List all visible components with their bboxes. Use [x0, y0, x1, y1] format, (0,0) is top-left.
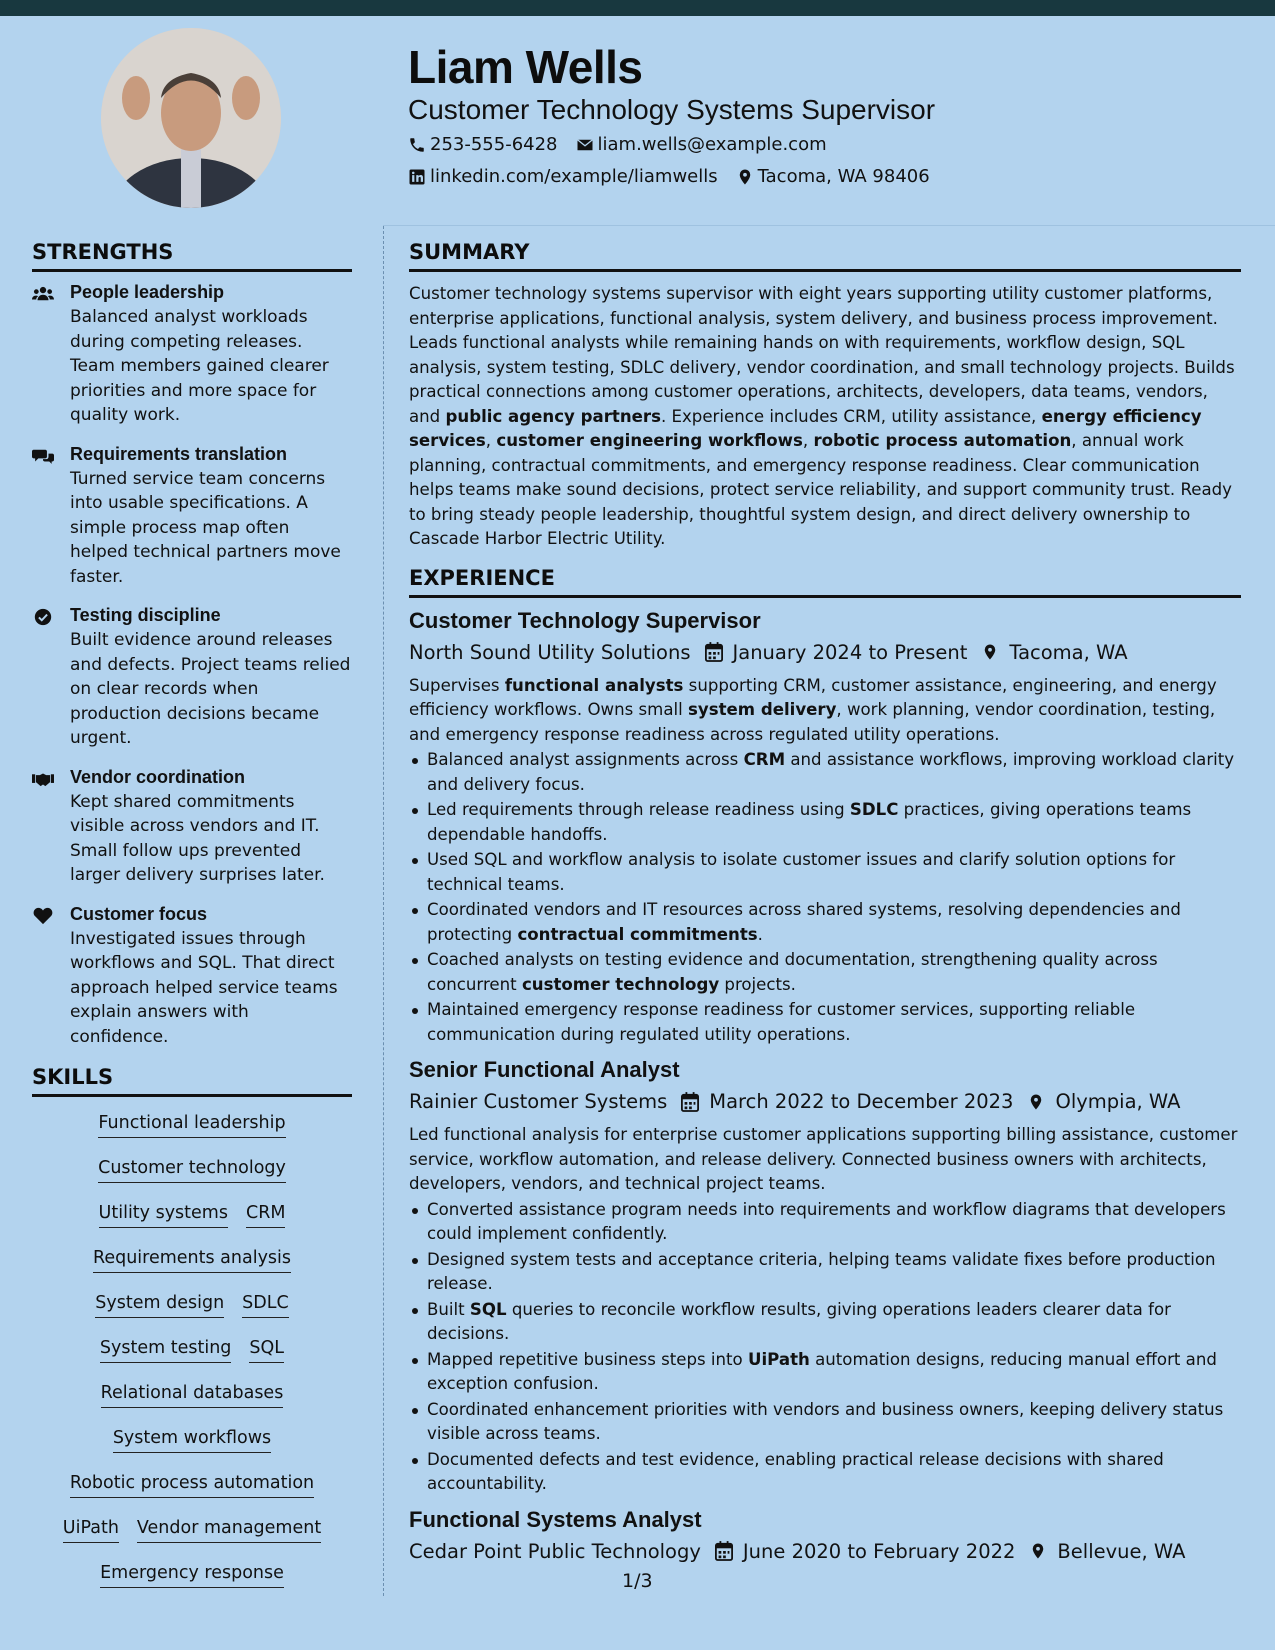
strength-desc: Kept shared commitments visible across vendors and IT. Small follow ups prevented larger delivery surprises later. — [70, 791, 325, 885]
job-title: Senior Functional Analyst — [409, 1057, 680, 1082]
strength-body — [70, 282, 352, 428]
job-location — [1027, 1090, 1180, 1113]
skill-tag: SDLC — [242, 1293, 289, 1318]
strength-item — [32, 904, 352, 1050]
calendar-icon — [705, 642, 723, 662]
bullet-item — [409, 1398, 1241, 1447]
skill-row — [32, 1152, 352, 1197]
candidate-title: Customer Technology Systems Supervisor — [408, 94, 936, 125]
strength-title: Vendor coordination — [70, 766, 246, 787]
skill-tag: CRM — [246, 1203, 285, 1228]
map-pin-icon — [1027, 1092, 1045, 1112]
bold-phrase: system delivery — [688, 700, 837, 719]
job-dates — [681, 1090, 1013, 1113]
job-meta — [409, 1540, 1241, 1563]
bold-phrase: public agency partners — [445, 406, 661, 426]
text-run: Coached analysts on testing evidence and documentation, strengthening quality across concurrent — [427, 950, 1158, 994]
bullet-item — [409, 1198, 1241, 1247]
summary-heading: SUMMARY — [409, 240, 1241, 272]
skills-heading: SKILLS — [32, 1065, 352, 1097]
text-run: . — [757, 924, 763, 944]
job-description — [409, 1123, 1241, 1197]
strength-body — [70, 904, 352, 1050]
text-run: Customer technology systems supervisor with eight years supporting utility customer platforms, enterprise applications, functional analysis, system delivery, and business process improvement. Leads functional analysts while remaining hands on with requirements, workflow design, SQL analysis, system testing, SDLC delivery, vendor coordination, and small technology projects. Builds practical connections among customer operations, architects, developers, data teams, vendors, and — [409, 284, 1235, 426]
contact-row-1 — [408, 134, 845, 155]
job-dates-text: March 2022 to December 2023 — [709, 1090, 1014, 1113]
skill-tag: Robotic process automation — [70, 1473, 314, 1498]
text-run: Led requirements through release readiness using — [427, 800, 850, 819]
left-column — [32, 240, 352, 1602]
skill-tag: Utility systems — [99, 1203, 228, 1228]
check-circle-icon — [32, 605, 70, 751]
job-bullets — [409, 748, 1241, 1047]
linkedin-icon — [408, 168, 426, 186]
bullet-item — [409, 1248, 1241, 1297]
column-divider — [383, 226, 384, 1596]
bold-phrase: SQL — [469, 1299, 507, 1319]
skill-tag: Relational databases — [101, 1383, 284, 1408]
job-dates — [705, 641, 968, 664]
skill-row — [32, 1467, 352, 1512]
skill-tag: System workflows — [113, 1428, 271, 1453]
bold-phrase: customer engineering workflows — [496, 431, 803, 450]
skill-row — [32, 1287, 352, 1332]
text-run: Mapped repetitive business steps into — [427, 1349, 748, 1369]
skill-row — [32, 1377, 352, 1422]
text-run: projects. — [719, 974, 796, 994]
page-number: 1/3 — [622, 1570, 653, 1592]
email[interactable] — [576, 134, 827, 155]
users-icon — [32, 282, 70, 428]
location-text: Tacoma, WA 98406 — [757, 166, 930, 187]
map-pin-icon — [981, 642, 999, 662]
text-run: automation designs, reducing manual effort and exception confusion. — [427, 1349, 1217, 1393]
skill-tag: Emergency response — [100, 1563, 284, 1588]
skill-row — [32, 1512, 352, 1557]
strength-desc: Balanced analyst workloads during competing releases. Team members gained clearer priorities and more space for quality work. — [70, 307, 329, 425]
skill-row — [32, 1422, 352, 1467]
text-run: Converted assistance program needs into requirements and workflow diagrams that developers could implement confidently. — [427, 1199, 1226, 1243]
heart-icon — [32, 904, 70, 1050]
job-description — [409, 674, 1241, 748]
location — [736, 166, 930, 187]
bullet-item — [409, 948, 1241, 997]
bold-phrase: customer technology — [521, 974, 720, 994]
candidate-name: Liam Wells — [408, 41, 643, 93]
skill-tag: Requirements analysis — [93, 1248, 291, 1273]
strength-title: Testing discipline — [70, 605, 221, 625]
skill-row — [32, 1107, 352, 1152]
skill-row — [32, 1557, 352, 1602]
skill-tag: SQL — [249, 1338, 284, 1363]
job-location-text: Tacoma, WA — [1009, 640, 1128, 664]
text-run: Documented defects and test evidence, enabling practical release decisions with shared accountability. — [427, 1449, 1164, 1493]
text-run: supporting CRM, customer assistance, engineering, and energy efficiency workflows. Owns small — [409, 675, 1217, 719]
right-column — [409, 240, 1241, 1573]
envelope-icon — [576, 136, 594, 154]
email-text: liam.wells@example.com — [597, 134, 827, 155]
text-run: Designed system tests and acceptance criteria, helping teams validate fixes before production release. — [427, 1249, 1216, 1293]
strength-title: Customer focus — [70, 903, 208, 924]
skill-tag: System design — [95, 1293, 224, 1318]
job-bullets — [409, 1198, 1241, 1497]
text-run: , — [802, 431, 814, 450]
skill-tag: System testing — [100, 1338, 232, 1363]
text-run: Coordinated enhancement priorities with vendors and business owners, keeping delivery status visible across teams. — [427, 1399, 1224, 1443]
experience-list — [409, 608, 1241, 1563]
strength-item — [32, 282, 352, 428]
map-pin-icon — [1029, 1541, 1047, 1561]
text-run: , annual work planning, contractual commitments, and emergency response readiness. Clear communication helps teams make sound decisions, protect service reliability, and support community trust. Ready to bring steady people leadership, thoughtful system design, and direct delivery ownership to Cascade Harbor Electric Utility. — [409, 431, 1232, 548]
bold-phrase: SDLC — [849, 800, 899, 819]
job-location — [1029, 1540, 1185, 1563]
skill-row — [32, 1197, 352, 1242]
job-entry — [409, 608, 1241, 1048]
bullet-item — [409, 748, 1241, 797]
top-bar — [0, 0, 1275, 16]
job-company: Rainier Customer Systems — [409, 1090, 668, 1113]
job-location-text: Bellevue, WA — [1057, 1539, 1186, 1563]
text-run: queries to reconcile workflow results, giving operations leaders clearer data for decisions. — [427, 1299, 1171, 1343]
text-run: Built — [427, 1299, 470, 1319]
strength-title: Requirements translation — [70, 443, 288, 464]
strengths-list — [32, 282, 352, 1049]
job-dates-text: January 2024 to Present — [732, 640, 968, 664]
bold-phrase: functional analysts — [504, 675, 684, 695]
job-dates — [715, 1540, 1016, 1563]
profile-photo — [101, 28, 281, 208]
job-entry — [409, 1057, 1241, 1497]
text-run: Maintained emergency response readiness for customer services, supporting reliable communication during regulated utility operations. — [427, 1000, 1136, 1044]
text-run: , — [485, 431, 497, 450]
text-run: and assistance workflows, improving workload clarity and delivery focus. — [427, 750, 1235, 794]
job-location — [981, 641, 1127, 664]
text-run: Led functional analysis for enterprise customer applications supporting billing assistance, customer service, workflow automation, and release delivery. Connected business owners with architects, developers, vendors, and technical project teams. — [409, 1125, 1238, 1193]
strength-desc: Built evidence around releases and defects. Project teams relied on clear records when production decisions became urgent. — [70, 630, 351, 748]
skill-tag: Vendor management — [137, 1518, 321, 1543]
skill-tag: UiPath — [63, 1518, 119, 1543]
linkedin[interactable] — [408, 166, 718, 187]
bullet-item — [409, 1348, 1241, 1397]
job-company: Cedar Point Public Technology — [409, 1539, 701, 1563]
text-run: Coordinated vendors and IT resources across shared systems, resolving dependencies and protecting — [427, 900, 1181, 944]
skill-row — [32, 1242, 352, 1287]
calendar-icon — [715, 1541, 733, 1561]
bullet-item — [409, 1298, 1241, 1347]
job-company: North Sound Utility Solutions — [409, 640, 691, 664]
strength-desc: Turned service team concerns into usable specifications. A simple process map often helped technical partners move faster. — [70, 468, 341, 587]
skill-tag: Customer technology — [98, 1158, 286, 1183]
job-location-text: Olympia, WA — [1055, 1090, 1181, 1113]
text-run: Supervises — [409, 675, 505, 695]
skills-list — [32, 1107, 352, 1602]
strength-title: People leadership — [70, 282, 225, 302]
bullet-item — [409, 898, 1241, 947]
skill-tag: Functional leadership — [98, 1113, 285, 1138]
bullet-item — [409, 798, 1241, 847]
job-title: Customer Technology Supervisor — [409, 607, 761, 633]
text-run: Used SQL and workflow analysis to isolate customer issues and clarify solution options for technical teams. — [427, 850, 1176, 894]
bullet-item — [409, 848, 1241, 897]
text-run: practices, giving operations teams dependable handoffs. — [427, 800, 1192, 844]
bullet-item — [409, 998, 1241, 1047]
summary-text — [409, 282, 1241, 552]
strength-item — [32, 767, 352, 888]
phone[interactable] — [408, 134, 558, 155]
job-entry — [409, 1507, 1241, 1563]
strengths-heading: STRENGTHS — [32, 240, 352, 272]
bold-phrase: robotic process automation — [813, 431, 1072, 450]
comments-icon — [32, 444, 70, 590]
bold-phrase: UiPath — [748, 1349, 810, 1369]
skill-row — [32, 1332, 352, 1377]
handshake-icon — [32, 767, 70, 888]
bold-phrase: energy efficiency services — [409, 406, 1202, 450]
header-rule — [383, 225, 1275, 226]
phone-icon — [408, 136, 426, 154]
strength-item — [32, 444, 352, 590]
map-pin-icon — [736, 168, 754, 186]
text-run: Balanced analyst assignments across — [427, 750, 744, 769]
experience-heading: EXPERIENCE — [409, 566, 1241, 598]
bold-phrase: contractual commitments — [517, 924, 758, 944]
job-meta — [409, 1090, 1241, 1113]
strength-body — [70, 605, 352, 751]
text-run: . Experience includes CRM, utility assistance, — [660, 406, 1042, 426]
job-title: Functional Systems Analyst — [409, 1506, 702, 1532]
job-dates-text: June 2020 to February 2022 — [742, 1539, 1016, 1563]
job-meta — [409, 641, 1241, 664]
strength-desc: Investigated issues through workflows and SQL. That direct approach helped service teams explain answers with confidence. — [70, 928, 338, 1047]
calendar-icon — [681, 1092, 699, 1112]
contact-row-2 — [408, 166, 948, 187]
strength-body — [70, 444, 352, 590]
linkedin-text: linkedin.com/example/liamwells — [430, 166, 718, 187]
phone-text: 253-555-6428 — [430, 134, 558, 155]
strength-body — [70, 767, 352, 888]
bold-phrase: CRM — [743, 750, 786, 769]
bullet-item — [409, 1448, 1241, 1497]
strength-item — [32, 605, 352, 751]
text-run: , work planning, vendor coordination, testing, and emergency response readiness across regulated utility operations. — [409, 700, 1216, 744]
